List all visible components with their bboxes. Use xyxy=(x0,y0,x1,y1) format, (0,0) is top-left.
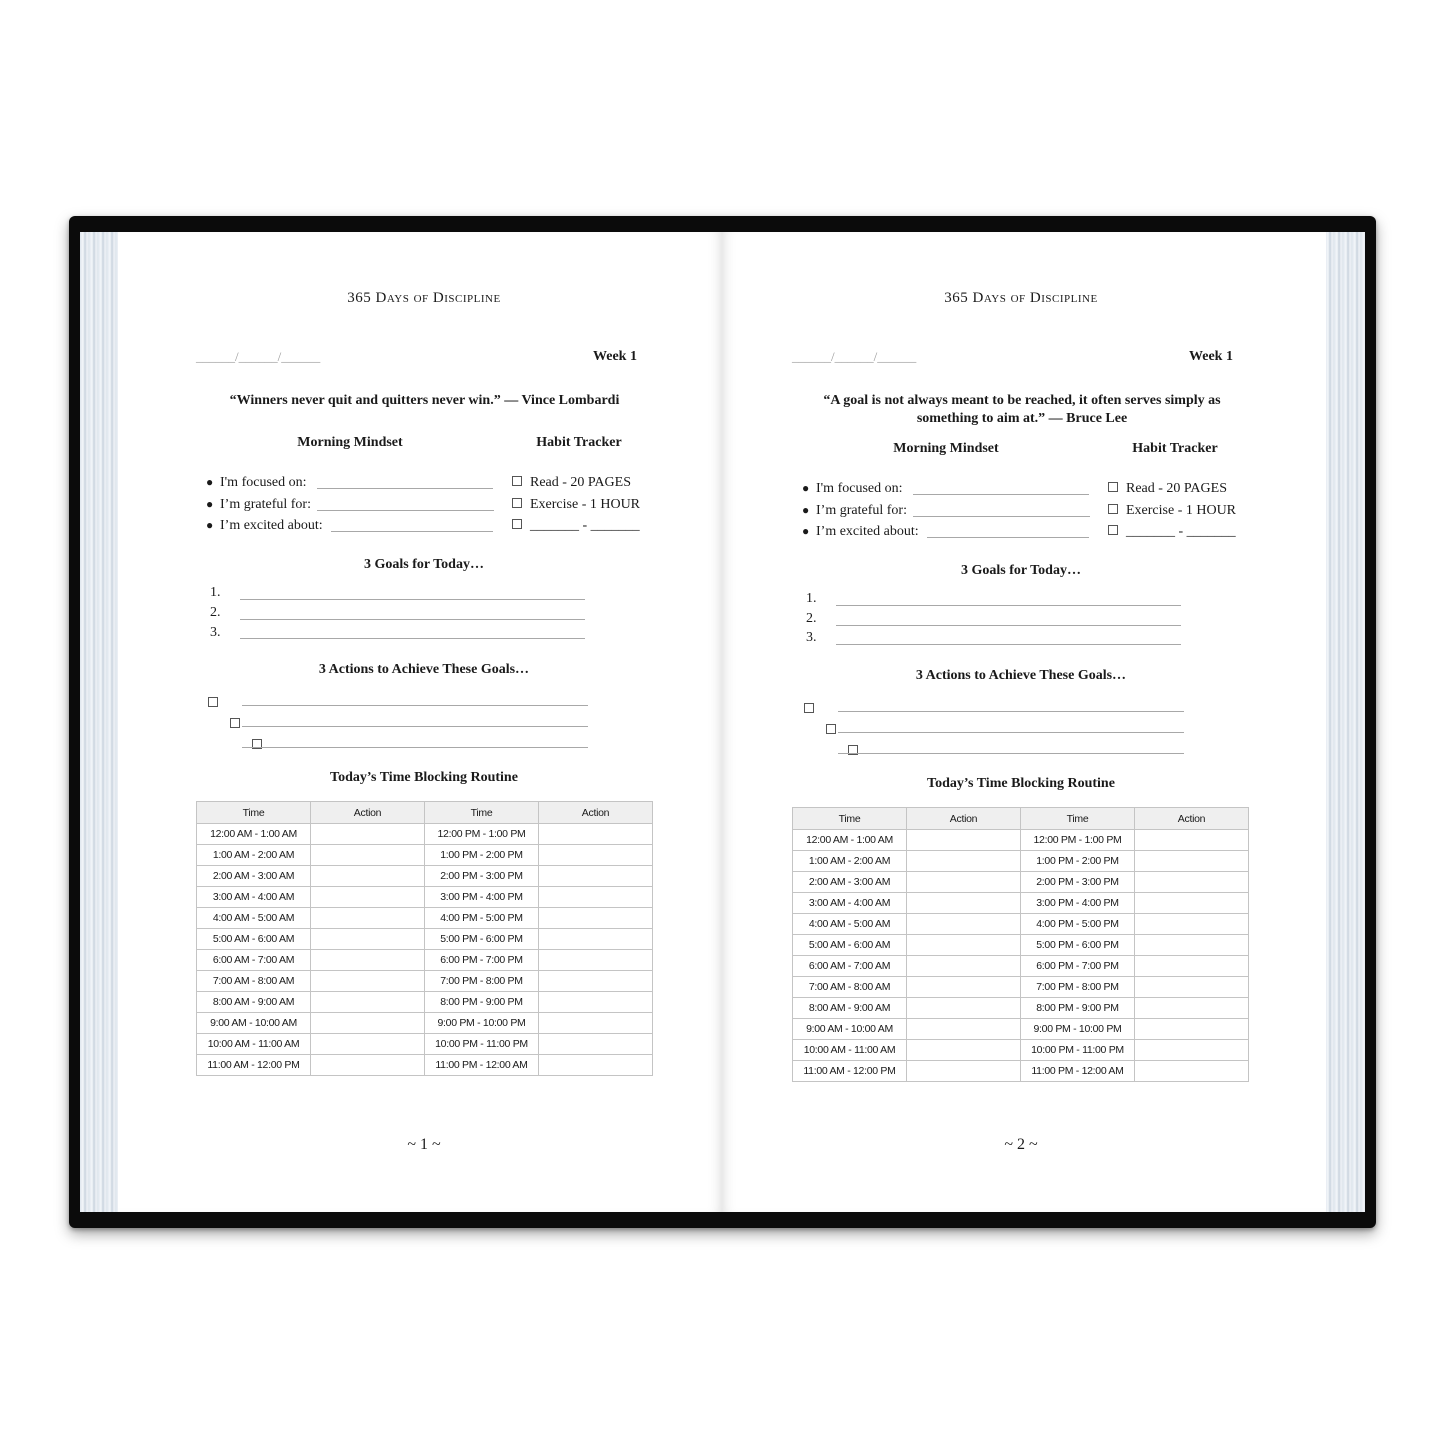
time-cell: 4:00 AM - 5:00 AM xyxy=(197,908,311,929)
week-label: Week 1 xyxy=(1189,349,1233,364)
action-cell[interactable] xyxy=(311,1034,425,1055)
action-line[interactable] xyxy=(242,726,588,727)
action-cell[interactable] xyxy=(1135,956,1249,977)
quote: “A goal is not always meant to be reached, it often serves simply as something to aim at.” — Bruce Lee xyxy=(823,393,1221,426)
time-cell: 4:00 AM - 5:00 AM xyxy=(793,914,907,935)
week-label: Week 1 xyxy=(593,349,637,364)
morning-mindset-heading: Morning Mindset xyxy=(893,441,999,456)
time-cell: 1:00 AM - 2:00 AM xyxy=(793,851,907,872)
table-row xyxy=(197,866,653,887)
habit-item[interactable]: Exercise - 1 HOUR xyxy=(1108,503,1236,519)
habit-item[interactable]: _______ - _______ xyxy=(512,518,640,534)
mindset-item: ● I’m grateful for: xyxy=(206,497,311,512)
time-cell: 7:00 AM - 8:00 AM xyxy=(197,971,311,992)
action-cell[interactable] xyxy=(311,908,425,929)
time-cell: 12:00 PM - 1:00 PM xyxy=(425,824,539,845)
checkbox-icon[interactable] xyxy=(208,697,218,707)
goal-number: 2. xyxy=(806,611,817,626)
mindset-item: ● I’m excited about: xyxy=(206,518,323,533)
table-row xyxy=(793,830,1249,851)
table-row xyxy=(793,956,1249,977)
time-cell: 12:00 PM - 1:00 PM xyxy=(1021,830,1135,851)
action-cell[interactable] xyxy=(311,887,425,908)
page-number: ~ 2 ~ xyxy=(1004,1136,1038,1153)
time-cell: 9:00 AM - 10:00 AM xyxy=(197,1013,311,1034)
action-cell[interactable] xyxy=(907,830,1021,851)
time-cell: 10:00 PM - 11:00 PM xyxy=(1021,1040,1135,1061)
habit-item[interactable]: Exercise - 1 HOUR xyxy=(512,497,640,513)
column-header: Action xyxy=(1135,808,1249,830)
time-cell: 11:00 AM - 12:00 PM xyxy=(197,1055,311,1076)
habit-item[interactable]: Read - 20 PAGES xyxy=(512,475,631,491)
morning-mindset-heading: Morning Mindset xyxy=(297,435,403,450)
table-row xyxy=(197,1013,653,1034)
goal-line[interactable] xyxy=(240,599,585,600)
action-cell[interactable] xyxy=(311,845,425,866)
action-cell[interactable] xyxy=(539,824,653,845)
column-header: Time xyxy=(197,802,311,824)
time-cell: 4:00 PM - 5:00 PM xyxy=(425,908,539,929)
table-row xyxy=(197,992,653,1013)
time-cell: 3:00 PM - 4:00 PM xyxy=(425,887,539,908)
time-cell: 8:00 PM - 9:00 PM xyxy=(425,992,539,1013)
action-cell[interactable] xyxy=(907,893,1021,914)
action-cell[interactable] xyxy=(907,998,1021,1019)
action-cell[interactable] xyxy=(539,950,653,971)
table-row xyxy=(197,824,653,845)
table-row xyxy=(793,1061,1249,1082)
page-left xyxy=(118,232,722,1212)
excited-answer-line[interactable] xyxy=(927,537,1089,538)
action-cell[interactable] xyxy=(907,1040,1021,1061)
time-cell: 11:00 PM - 12:00 AM xyxy=(1021,1061,1135,1082)
time-blocking-heading: Today’s Time Blocking Routine xyxy=(927,776,1115,791)
page-edges-left xyxy=(80,232,120,1212)
time-cell: 7:00 AM - 8:00 AM xyxy=(793,977,907,998)
time-cell: 4:00 PM - 5:00 PM xyxy=(1021,914,1135,935)
time-cell: 5:00 PM - 6:00 PM xyxy=(425,929,539,950)
action-cell[interactable] xyxy=(1135,1040,1249,1061)
column-header: Time xyxy=(425,802,539,824)
column-header: Action xyxy=(907,808,1021,830)
goal-line[interactable] xyxy=(240,619,585,620)
action-cell[interactable] xyxy=(311,1055,425,1076)
time-cell: 2:00 AM - 3:00 AM xyxy=(197,866,311,887)
page-number: ~ 1 ~ xyxy=(407,1136,441,1153)
grateful-answer-line[interactable] xyxy=(317,510,494,511)
time-cell: 5:00 AM - 6:00 AM xyxy=(793,935,907,956)
time-cell: 11:00 PM - 12:00 AM xyxy=(425,1055,539,1076)
table-row xyxy=(793,935,1249,956)
focused-answer-line[interactable] xyxy=(317,488,493,489)
checkbox-icon[interactable] xyxy=(512,519,522,529)
action-line[interactable] xyxy=(838,711,1184,712)
goal-line[interactable] xyxy=(836,644,1181,645)
goals-heading: 3 Goals for Today… xyxy=(961,563,1081,578)
goal-number: 2. xyxy=(210,605,221,620)
action-cell[interactable] xyxy=(907,1061,1021,1082)
mindset-item: ● I’m grateful for: xyxy=(802,503,907,518)
time-cell: 10:00 AM - 11:00 AM xyxy=(197,1034,311,1055)
time-cell: 3:00 PM - 4:00 PM xyxy=(1021,893,1135,914)
time-cell: 2:00 PM - 3:00 PM xyxy=(425,866,539,887)
table-row xyxy=(793,893,1249,914)
time-cell: 6:00 AM - 7:00 AM xyxy=(793,956,907,977)
column-header: Action xyxy=(539,802,653,824)
action-cell[interactable] xyxy=(907,977,1021,998)
action-cell[interactable] xyxy=(539,908,653,929)
actions-heading: 3 Actions to Achieve These Goals… xyxy=(915,668,1127,683)
action-cell[interactable] xyxy=(1135,977,1249,998)
time-blocking-heading: Today’s Time Blocking Routine xyxy=(330,770,518,785)
time-blocking-table xyxy=(196,801,653,1076)
book-title-header: 365 Days of Discipline xyxy=(347,290,501,306)
time-cell: 9:00 AM - 10:00 AM xyxy=(793,1019,907,1040)
table-row xyxy=(793,998,1249,1019)
habit-item[interactable]: _______ - _______ xyxy=(1108,524,1236,540)
time-cell: 1:00 AM - 2:00 AM xyxy=(197,845,311,866)
time-cell: 9:00 PM - 10:00 PM xyxy=(1021,1019,1135,1040)
action-cell[interactable] xyxy=(907,935,1021,956)
action-cell[interactable] xyxy=(311,950,425,971)
time-cell: 10:00 PM - 11:00 PM xyxy=(425,1034,539,1055)
table-row xyxy=(197,1034,653,1055)
checkbox-icon[interactable] xyxy=(230,718,240,728)
date-field[interactable]: ______/______/______ xyxy=(792,349,917,364)
action-cell[interactable] xyxy=(1135,851,1249,872)
time-cell: 9:00 PM - 10:00 PM xyxy=(425,1013,539,1034)
time-cell: 3:00 AM - 4:00 AM xyxy=(197,887,311,908)
table-row xyxy=(793,851,1249,872)
checkbox-icon[interactable] xyxy=(1108,504,1118,514)
action-cell[interactable] xyxy=(907,1019,1021,1040)
action-cell[interactable] xyxy=(907,914,1021,935)
time-cell: 6:00 PM - 7:00 PM xyxy=(425,950,539,971)
goal-number: 1. xyxy=(210,585,221,600)
table-row xyxy=(197,1055,653,1076)
action-cell[interactable] xyxy=(1135,1019,1249,1040)
action-cell[interactable] xyxy=(907,956,1021,977)
action-cell[interactable] xyxy=(539,971,653,992)
action-cell[interactable] xyxy=(311,866,425,887)
time-cell: 7:00 PM - 8:00 PM xyxy=(1021,977,1135,998)
page-edges-right xyxy=(1325,232,1365,1212)
action-cell[interactable] xyxy=(311,992,425,1013)
focused-answer-line[interactable] xyxy=(913,494,1089,495)
action-cell[interactable] xyxy=(311,929,425,950)
actions-heading: 3 Actions to Achieve These Goals… xyxy=(318,662,530,677)
habit-item[interactable]: Read - 20 PAGES xyxy=(1108,481,1227,497)
goal-number: 3. xyxy=(806,630,817,645)
habit-tracker-heading: Habit Tracker xyxy=(1132,441,1218,456)
action-cell[interactable] xyxy=(539,992,653,1013)
time-cell: 7:00 PM - 8:00 PM xyxy=(425,971,539,992)
time-cell: 3:00 AM - 4:00 AM xyxy=(793,893,907,914)
time-cell: 8:00 PM - 9:00 PM xyxy=(1021,998,1135,1019)
time-cell: 2:00 PM - 3:00 PM xyxy=(1021,872,1135,893)
action-cell[interactable] xyxy=(907,851,1021,872)
action-cell[interactable] xyxy=(539,1034,653,1055)
checkbox-icon[interactable] xyxy=(512,498,522,508)
action-cell[interactable] xyxy=(539,866,653,887)
table-row xyxy=(197,971,653,992)
action-cell[interactable] xyxy=(311,824,425,845)
page-right xyxy=(722,232,1326,1212)
date-field[interactable]: ______/______/______ xyxy=(196,349,321,364)
checkbox-icon[interactable] xyxy=(826,724,836,734)
goal-number: 1. xyxy=(806,591,817,606)
time-cell: 5:00 AM - 6:00 AM xyxy=(197,929,311,950)
table-row xyxy=(197,845,653,866)
action-cell[interactable] xyxy=(539,929,653,950)
action-cell[interactable] xyxy=(907,872,1021,893)
quote: “Winners never quit and quitters never win.” — Vince Lombardi xyxy=(229,393,620,408)
goals-heading: 3 Goals for Today… xyxy=(364,557,484,572)
habit-tracker-heading: Habit Tracker xyxy=(536,435,622,450)
time-cell: 10:00 AM - 11:00 AM xyxy=(793,1040,907,1061)
table-row xyxy=(197,887,653,908)
mindset-item: ● I'm focused on: xyxy=(206,475,307,490)
checkbox-icon[interactable] xyxy=(1108,482,1118,492)
time-cell: 12:00 AM - 1:00 AM xyxy=(793,830,907,851)
goal-line[interactable] xyxy=(836,605,1181,606)
action-cell[interactable] xyxy=(1135,998,1249,1019)
time-cell: 6:00 PM - 7:00 PM xyxy=(1021,956,1135,977)
action-cell[interactable] xyxy=(311,971,425,992)
action-cell[interactable] xyxy=(1135,872,1249,893)
table-row xyxy=(793,1019,1249,1040)
grateful-answer-line[interactable] xyxy=(913,516,1090,517)
action-cell[interactable] xyxy=(1135,914,1249,935)
time-cell: 8:00 AM - 9:00 AM xyxy=(197,992,311,1013)
column-header: Time xyxy=(1021,808,1135,830)
table-row xyxy=(793,977,1249,998)
goal-line[interactable] xyxy=(240,638,585,639)
time-cell: 8:00 AM - 9:00 AM xyxy=(793,998,907,1019)
action-line[interactable] xyxy=(838,732,1184,733)
table-row xyxy=(197,908,653,929)
table-row xyxy=(793,1040,1249,1061)
checkbox-icon[interactable] xyxy=(804,703,814,713)
time-blocking-table xyxy=(792,807,1249,1082)
action-cell[interactable] xyxy=(1135,830,1249,851)
table-row xyxy=(197,929,653,950)
action-line[interactable] xyxy=(838,753,1184,754)
table-row xyxy=(793,914,1249,935)
action-cell[interactable] xyxy=(539,845,653,866)
book-title-header: 365 Days of Discipline xyxy=(944,290,1098,306)
action-cell[interactable] xyxy=(539,1055,653,1076)
time-cell: 1:00 PM - 2:00 PM xyxy=(1021,851,1135,872)
time-cell: 2:00 AM - 3:00 AM xyxy=(793,872,907,893)
mindset-item: ● I'm focused on: xyxy=(802,481,903,496)
column-header: Time xyxy=(793,808,907,830)
time-cell: 5:00 PM - 6:00 PM xyxy=(1021,935,1135,956)
column-header: Action xyxy=(311,802,425,824)
goal-line[interactable] xyxy=(836,625,1181,626)
action-cell[interactable] xyxy=(539,1013,653,1034)
action-line[interactable] xyxy=(242,747,588,748)
time-cell: 11:00 AM - 12:00 PM xyxy=(793,1061,907,1082)
table-row xyxy=(793,872,1249,893)
checkbox-icon[interactable] xyxy=(512,476,522,486)
table-row xyxy=(197,950,653,971)
action-cell[interactable] xyxy=(1135,935,1249,956)
goal-number: 3. xyxy=(210,625,221,640)
action-cell[interactable] xyxy=(539,887,653,908)
action-line[interactable] xyxy=(242,705,588,706)
checkbox-icon[interactable] xyxy=(1108,525,1118,535)
action-cell[interactable] xyxy=(1135,1061,1249,1082)
time-cell: 12:00 AM - 1:00 AM xyxy=(197,824,311,845)
time-cell: 1:00 PM - 2:00 PM xyxy=(425,845,539,866)
time-cell: 6:00 AM - 7:00 AM xyxy=(197,950,311,971)
mindset-item: ● I’m excited about: xyxy=(802,524,919,539)
action-cell[interactable] xyxy=(311,1013,425,1034)
excited-answer-line[interactable] xyxy=(331,531,493,532)
action-cell[interactable] xyxy=(1135,893,1249,914)
